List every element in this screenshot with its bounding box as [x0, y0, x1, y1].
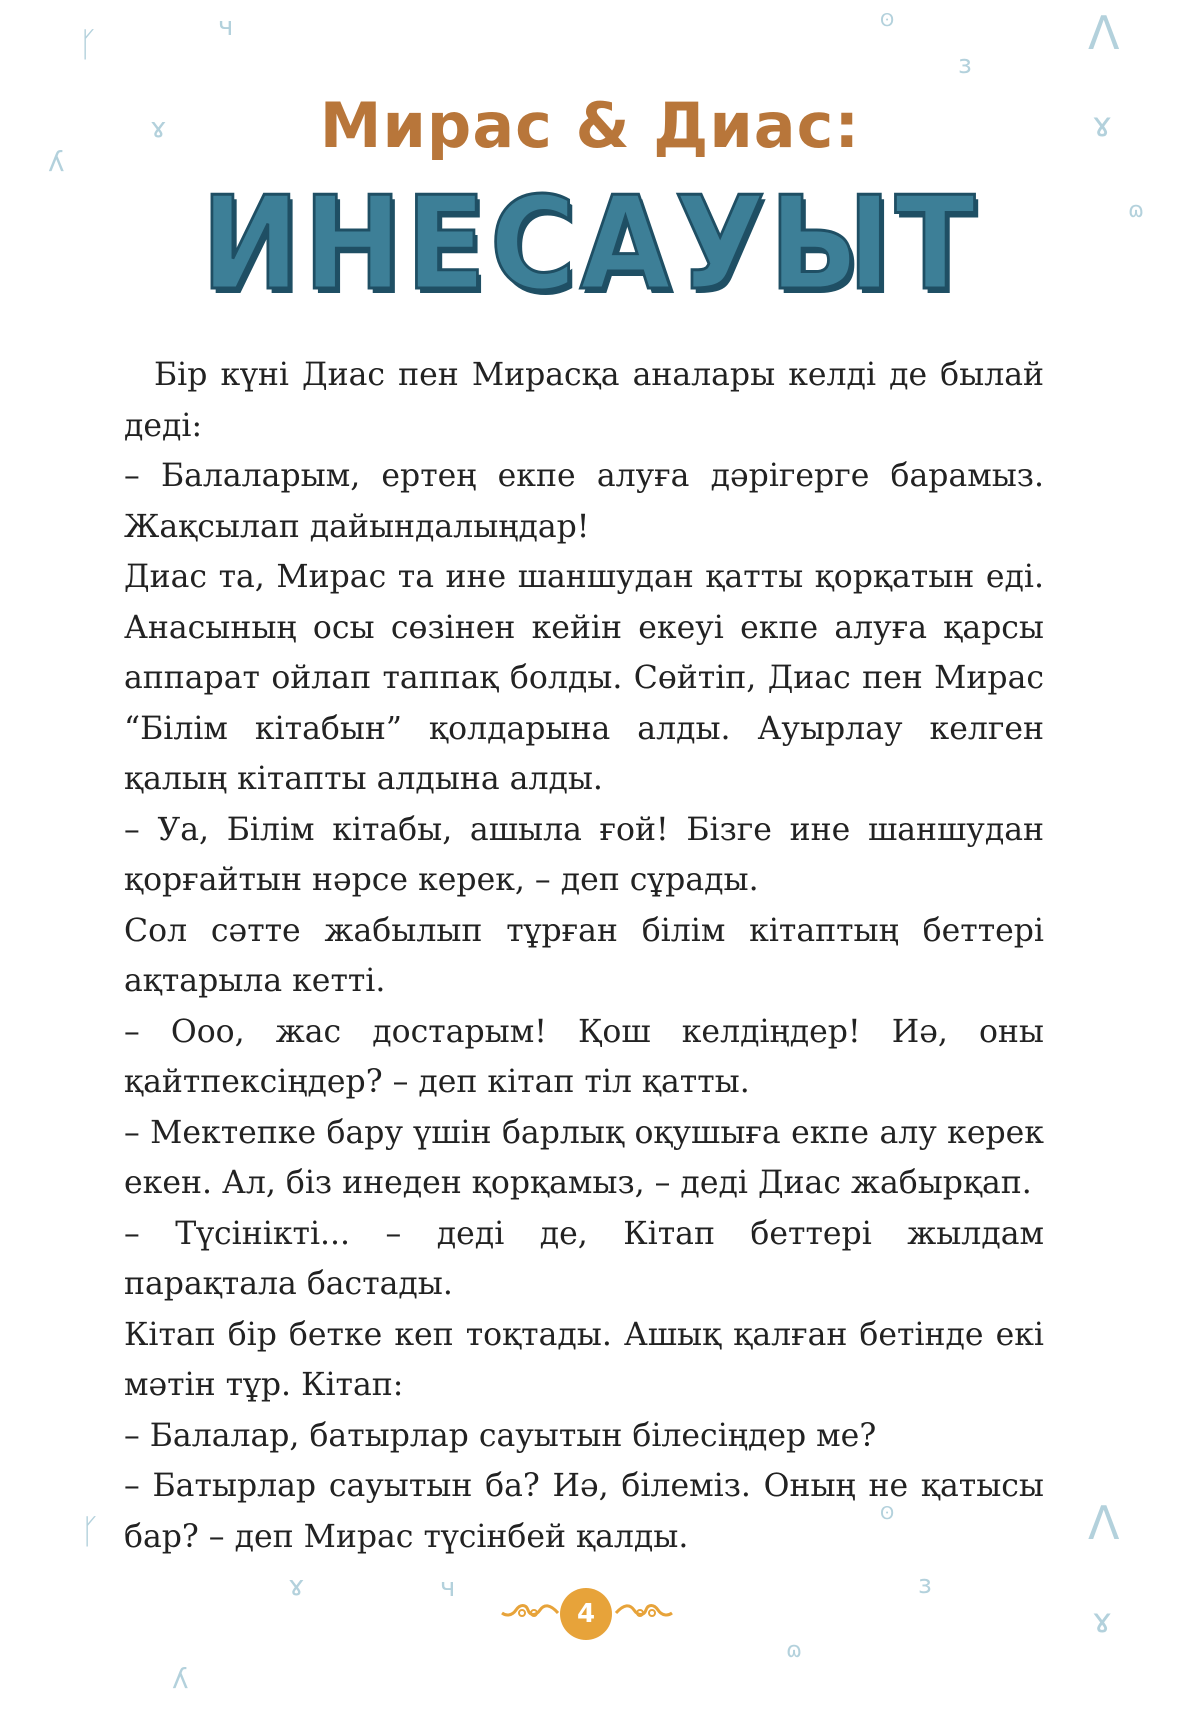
- rune-glyph-icon: ʘ: [880, 1503, 895, 1524]
- book-title: ИНЕСАУЫТ: [201, 170, 979, 319]
- rune-glyph-icon: ч: [218, 12, 234, 42]
- paragraph: – Ооо, жас достарым! Қош келдіңдер! Иә, оны қайтпексіңдер? – деп кітап тіл қатты.: [124, 1013, 1044, 1100]
- rune-glyph-icon: ɜ: [918, 1570, 932, 1600]
- rune-glyph-icon: ᚴ: [78, 25, 99, 65]
- book-subtitle: Мирас & Диас:: [319, 89, 861, 162]
- page-number: 4: [560, 1588, 612, 1640]
- rune-glyph-icon: ɤ: [150, 111, 167, 144]
- rune-glyph-icon: ɷ: [786, 1638, 803, 1663]
- paragraph: – Уа, Білім кітабы, ашыла ғой! Бізге ине шаншудан қорғайтын нәрсе керек, – деп сұрады.: [124, 811, 1044, 898]
- page-footer: [0, 1588, 1180, 1641]
- title-block: [0, 89, 1180, 319]
- rune-glyph-icon: ч: [440, 1573, 456, 1603]
- left-ornament-icon: [500, 1600, 560, 1626]
- rune-glyph-icon: ᚴ: [80, 1512, 101, 1552]
- right-ornament-icon: [614, 1600, 674, 1626]
- rune-glyph-icon: ɜ: [958, 50, 972, 80]
- paragraph: Диас та, Мирас та ине шаншудан қатты қорқатын еді. Анасының осы сөзінен кейін екеуі екпе алуға қарсы аппарат ойлап таппақ болды. Сөйтіп, Диас пен Мирас “Білім кітабын” қолдарына алды. Ауырлау келген қалың кітапты алдына алды.: [124, 559, 1044, 797]
- paragraph: Кітап бір бетке кеп тоқтады. Ашық қалған бетінде екі мәтін тұр. Кітап:: [124, 1316, 1044, 1403]
- paragraph: Сол сәтте жабылып тұрған білім кітаптың беттері ақтарыла кетті.: [124, 912, 1044, 999]
- rune-glyph-icon: ʎ: [172, 1662, 189, 1695]
- paragraph: – Мектепке бару үшін барлық оқушыға екпе алу керек екен. Ал, біз инеден қорқамыз, – деді Диас жабырқап.: [124, 1114, 1044, 1201]
- paragraph: – Балалар, батырлар сауытын білесіңдер ме?: [124, 1417, 877, 1454]
- rune-glyph-icon: Ʌ: [1088, 1496, 1120, 1550]
- rune-glyph-icon: ɤ: [1092, 1601, 1113, 1641]
- paragraph: – Батырлар сауытын ба? Иә, білеміз. Оның не қатысы бар? – деп Мирас түсінбей қалды.: [124, 1468, 1044, 1555]
- paragraph: Бір күні Диас пен Мирасқа аналары келді де былай деді:: [124, 357, 1044, 444]
- rune-glyph-icon: ɤ: [288, 1569, 305, 1602]
- rune-glyph-icon: ɤ: [1092, 105, 1113, 145]
- rune-glyph-icon: Ʌ: [1088, 6, 1120, 60]
- story-text: [124, 350, 1044, 1562]
- paragraph: – Балаларым, ертең екпе алуға дәрігерге барамыз. Жақсылап дайындалыңдар!: [124, 458, 1044, 545]
- rune-glyph-icon: ʘ: [880, 10, 895, 31]
- rune-glyph-icon: ʎ: [48, 145, 65, 178]
- rune-glyph-icon: ɷ: [1128, 198, 1145, 223]
- paragraph: – Түсінікті... – деді де, Кітап беттері жылдам парақтала бастады.: [124, 1215, 1044, 1302]
